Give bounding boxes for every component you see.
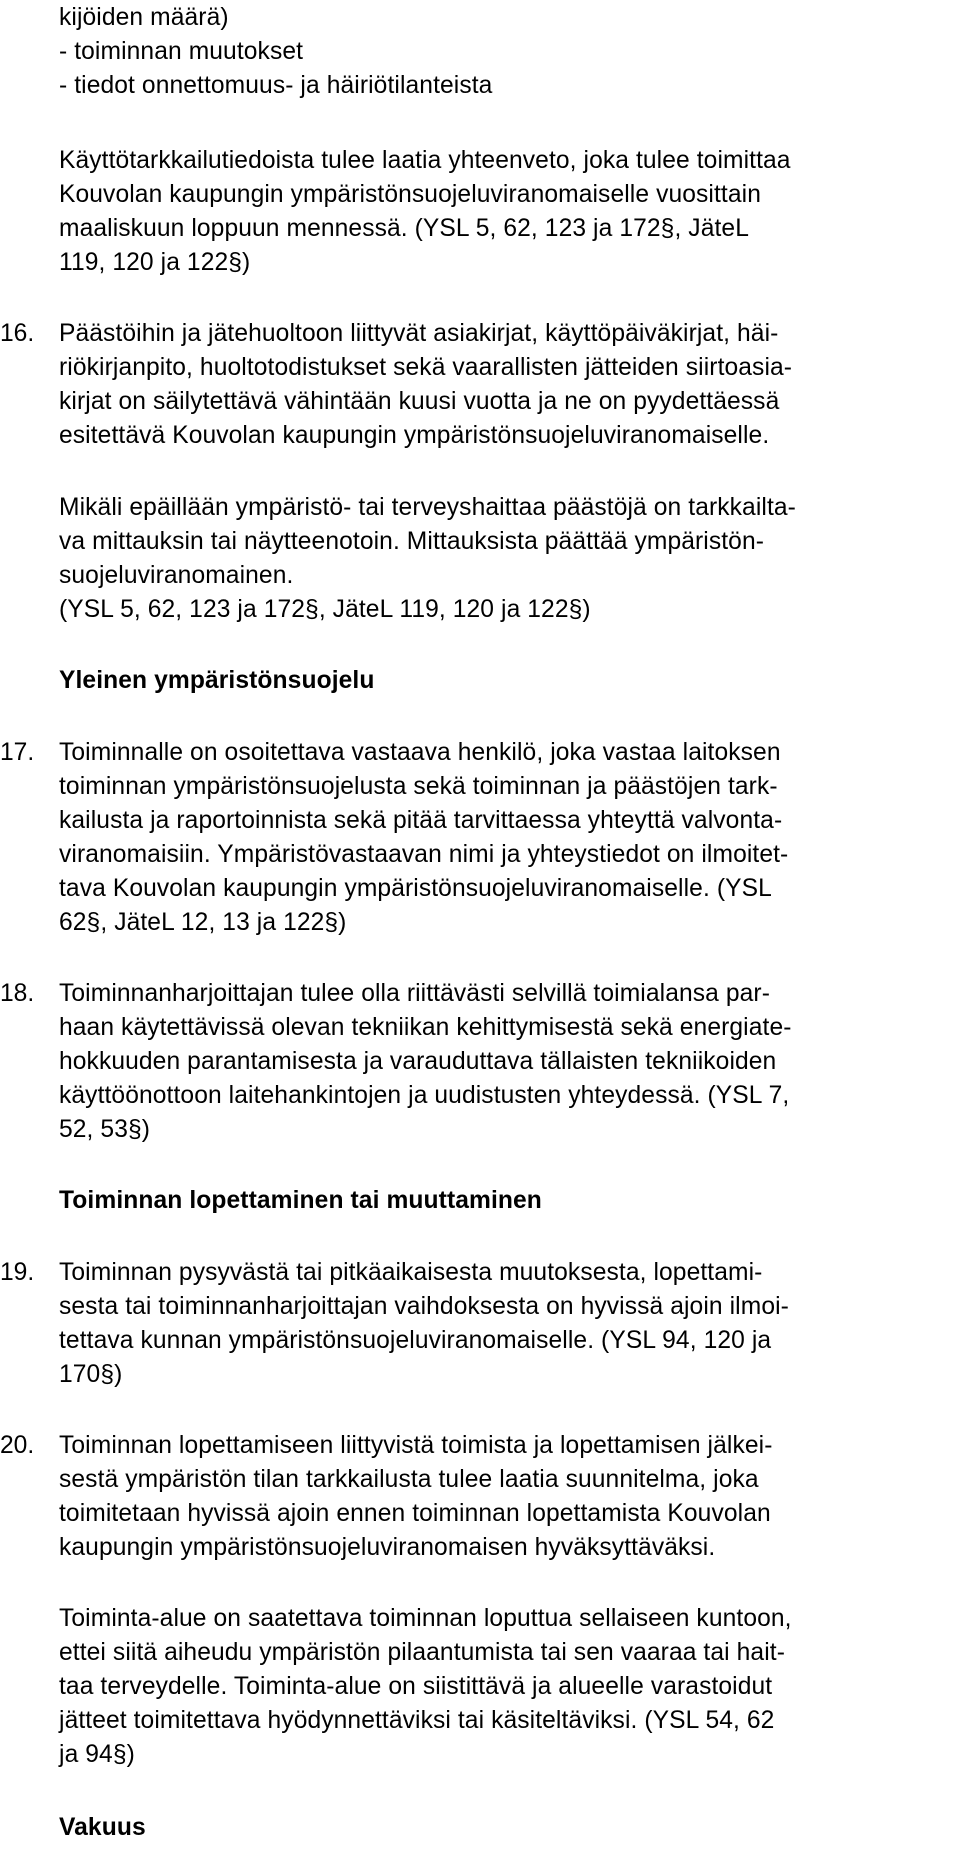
- text-line: Toiminnanharjoittajan tulee olla riittävästi selvillä toimialansa par-: [59, 980, 770, 1007]
- text-line: kaupungin ympäristönsuojeluviranomaisen hyväksyttäväksi.: [59, 1534, 716, 1561]
- text-line: toiminnan ympäristönsuojelusta sekä toiminnan ja päästöjen tark-: [59, 773, 778, 800]
- text-line: kirjat on säilytettävä vähintään kuusi vuotta ja ne on pyydettäessä: [59, 388, 780, 415]
- item-number: 17.: [0, 739, 35, 766]
- text-line: ja 94§): [59, 1741, 135, 1768]
- text-line: - toiminnan muutokset: [59, 38, 304, 65]
- text-line: kailusta ja raportoinnista sekä pitää tarvittaessa yhteyttä valvonta-: [59, 807, 783, 834]
- text-line: tava Kouvolan kaupungin ympäristönsuojeluviranomaiselle. (YSL: [59, 875, 772, 902]
- text-line: 52, 53§): [59, 1116, 151, 1143]
- text-line: riökirjanpito, huoltotodistukset sekä vaarallisten jätteiden siirtoasia-: [59, 354, 793, 381]
- text-line: esitettävä Kouvolan kaupungin ympäristönsuojeluviranomaiselle.: [59, 422, 770, 449]
- text-line: taa terveydelle. Toiminta-alue on siistittävä ja alueelle varastoidut: [59, 1673, 773, 1700]
- text-line: Kouvolan kaupungin ympäristönsuojeluviranomaiselle vuosittain: [59, 181, 761, 208]
- text-line: suojeluviranomainen.: [59, 562, 294, 589]
- text-line: va mittauksin tai näytteenotoin. Mittauksista päättää ympäristön-: [59, 528, 765, 555]
- text-line: tettava kunnan ympäristönsuojeluviranomaiselle. (YSL 94, 120 ja: [59, 1327, 772, 1354]
- text-line: Toiminnalle on osoitettava vastaava henkilö, joka vastaa laitoksen: [59, 739, 781, 766]
- section-heading: Vakuus: [59, 1814, 146, 1841]
- text-line: maaliskuun loppuun mennessä. (YSL 5, 62, 123 ja 172§, JäteL: [59, 215, 749, 242]
- text-line: Mikäli epäillään ympäristö- tai terveyshaittaa päästöjä on tarkkailta-: [59, 494, 796, 521]
- section-heading: Yleinen ympäristönsuojelu: [59, 667, 375, 694]
- text-line: sesta tai toiminnanharjoittajan vaihdoksesta on hyvissä ajoin ilmoi-: [59, 1293, 789, 1320]
- item-number: 20.: [0, 1432, 35, 1459]
- text-line: jätteet toimitettava hyödynnettäviksi tai käsiteltäviksi. (YSL 54, 62: [59, 1707, 775, 1734]
- text-line: käyttöönottoon laitehankintojen ja uudistusten yhteydessä. (YSL 7,: [59, 1082, 790, 1109]
- text-line: kijöiden määrä): [59, 4, 229, 31]
- text-line: Käyttötarkkailutiedoista tulee laatia yhteenveto, joka tulee toimittaa: [59, 147, 791, 174]
- text-line: ettei siitä aiheudu ympäristön pilaantumista tai sen vaaraa tai hait-: [59, 1639, 785, 1666]
- item-number: 16.: [0, 320, 35, 347]
- section-heading: Toiminnan lopettaminen tai muuttaminen: [59, 1187, 542, 1214]
- text-line: Toiminnan lopettamiseen liittyvistä toimista ja lopettamisen jälkei-: [59, 1432, 773, 1459]
- text-line: viranomaisiin. Ympäristövastaavan nimi ja yhteystiedot on ilmoitet-: [59, 841, 789, 868]
- text-line: hokkuuden parantamisesta ja varauduttava tällaisten tekniikoiden: [59, 1048, 777, 1075]
- text-line: - tiedot onnettomuus- ja häiriötilanteista: [59, 72, 493, 99]
- text-line: haan käytettävissä olevan tekniikan kehittymisestä sekä energiate-: [59, 1014, 792, 1041]
- item-number: 18.: [0, 980, 35, 1007]
- text-line: Toiminnan pysyvästä tai pitkäaikaisesta muutoksesta, lopettami-: [59, 1259, 763, 1286]
- item-number: 19.: [0, 1259, 35, 1286]
- text-line: 62§, JäteL 12, 13 ja 122§): [59, 909, 347, 936]
- text-line: 119, 120 ja 122§): [59, 249, 251, 276]
- text-line: Toiminta-alue on saatettava toiminnan loputtua sellaiseen kuntoon,: [59, 1605, 792, 1632]
- text-line: sestä ympäristön tilan tarkkailusta tulee laatia suunnitelma, joka: [59, 1466, 759, 1493]
- text-line: Päästöihin ja jätehuoltoon liittyvät asiakirjat, käyttöpäiväkirjat, häi-: [59, 320, 779, 347]
- text-line: (YSL 5, 62, 123 ja 172§, JäteL 119, 120 ja 122§): [59, 596, 591, 623]
- text-line: 170§): [59, 1361, 123, 1388]
- text-line: toimitetaan hyvissä ajoin ennen toiminnan lopettamista Kouvolan: [59, 1500, 771, 1527]
